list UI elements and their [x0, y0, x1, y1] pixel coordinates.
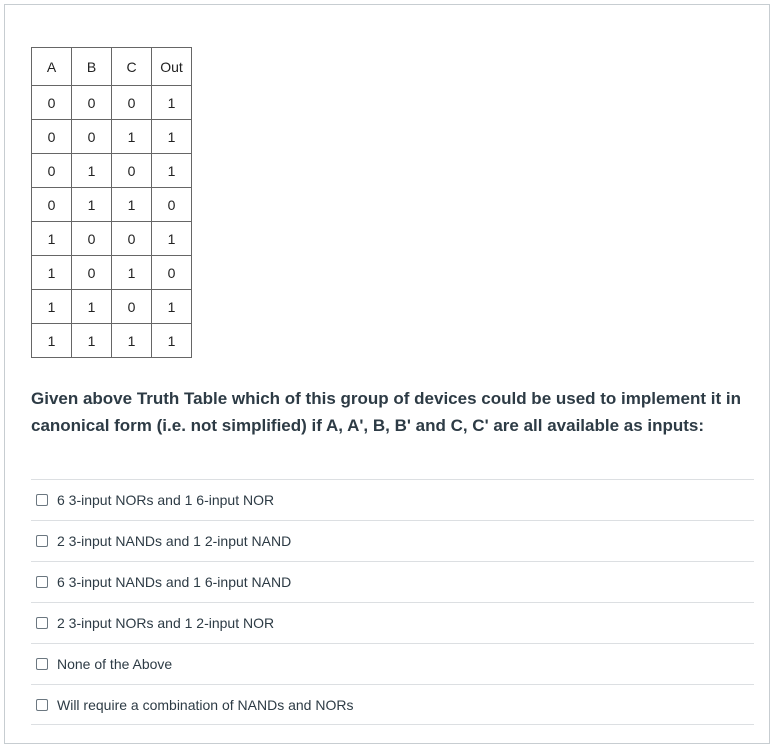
checkbox[interactable] [36, 494, 48, 506]
checkbox[interactable] [36, 535, 48, 547]
checkbox[interactable] [36, 658, 48, 670]
cell-a: 0 [32, 120, 72, 154]
cell-out: 0 [152, 256, 192, 290]
table-row [32, 120, 192, 154]
cell-out: 1 [152, 324, 192, 358]
cell-a: 1 [32, 222, 72, 256]
cell-a: 1 [32, 256, 72, 290]
answer-label: 6 3-input NANDs and 1 6-input NAND [57, 574, 292, 590]
cell-c: 1 [112, 256, 152, 290]
answer-label: 6 3-input NORs and 1 6-input NOR [57, 492, 275, 508]
cell-out: 1 [152, 86, 192, 120]
table-row [32, 188, 192, 222]
cell-b: 0 [72, 86, 112, 120]
checkbox[interactable] [36, 617, 48, 629]
question-text [31, 385, 751, 439]
answer-option[interactable] [31, 643, 754, 684]
cell-out: 1 [152, 154, 192, 188]
cell-c: 0 [112, 222, 152, 256]
table-row [32, 290, 192, 324]
cell-out: 1 [152, 290, 192, 324]
cell-b: 0 [72, 256, 112, 290]
table-row [32, 222, 192, 256]
cell-a: 0 [32, 154, 72, 188]
checkbox[interactable] [36, 576, 48, 588]
cell-out: 1 [152, 222, 192, 256]
table-row [32, 256, 192, 290]
truth-table-body [32, 86, 192, 358]
cell-b: 1 [72, 188, 112, 222]
question-line-1: Given above Truth Table which of this group of devices could be used to implement it in [31, 389, 741, 408]
cell-a: 1 [32, 290, 72, 324]
answer-option[interactable] [31, 479, 754, 520]
answer-label: 2 3-input NORs and 1 2-input NOR [57, 615, 275, 631]
cell-b: 1 [72, 324, 112, 358]
cell-c: 1 [112, 188, 152, 222]
cell-c: 1 [112, 120, 152, 154]
truth-table [31, 47, 192, 358]
cell-c: 0 [112, 154, 152, 188]
cell-b: 1 [72, 290, 112, 324]
cell-c: 0 [112, 86, 152, 120]
cell-out: 0 [152, 188, 192, 222]
answer-label: Will require a combination of NANDs and NORs [57, 696, 354, 713]
question-line-2: canonical form (i.e. not simplified) if A, A', B, B' and C, C' are all available as inputs: [31, 416, 705, 435]
answer-label: None of the Above [57, 656, 173, 672]
question-card [4, 4, 770, 744]
cell-b: 0 [72, 120, 112, 154]
header-a: A [32, 48, 72, 86]
cell-c: 0 [112, 290, 152, 324]
answer-list [31, 479, 754, 725]
header-b: B [72, 48, 112, 86]
table-row [32, 154, 192, 188]
answer-option[interactable] [31, 520, 754, 561]
cell-a: 0 [32, 188, 72, 222]
table-row [32, 324, 192, 358]
cell-a: 0 [32, 86, 72, 120]
cell-b: 1 [72, 154, 112, 188]
answer-label: 2 3-input NANDs and 1 2-input NAND [57, 533, 292, 549]
truth-table-header [32, 48, 192, 86]
cell-a: 1 [32, 324, 72, 358]
cell-b: 0 [72, 222, 112, 256]
cell-out: 1 [152, 120, 192, 154]
cell-c: 1 [112, 324, 152, 358]
answer-option[interactable] [31, 561, 754, 602]
header-out: Out [152, 48, 192, 86]
checkbox[interactable] [36, 699, 48, 711]
table-row [32, 86, 192, 120]
answer-option[interactable] [31, 602, 754, 643]
header-c: C [112, 48, 152, 86]
answer-option[interactable] [31, 684, 754, 725]
